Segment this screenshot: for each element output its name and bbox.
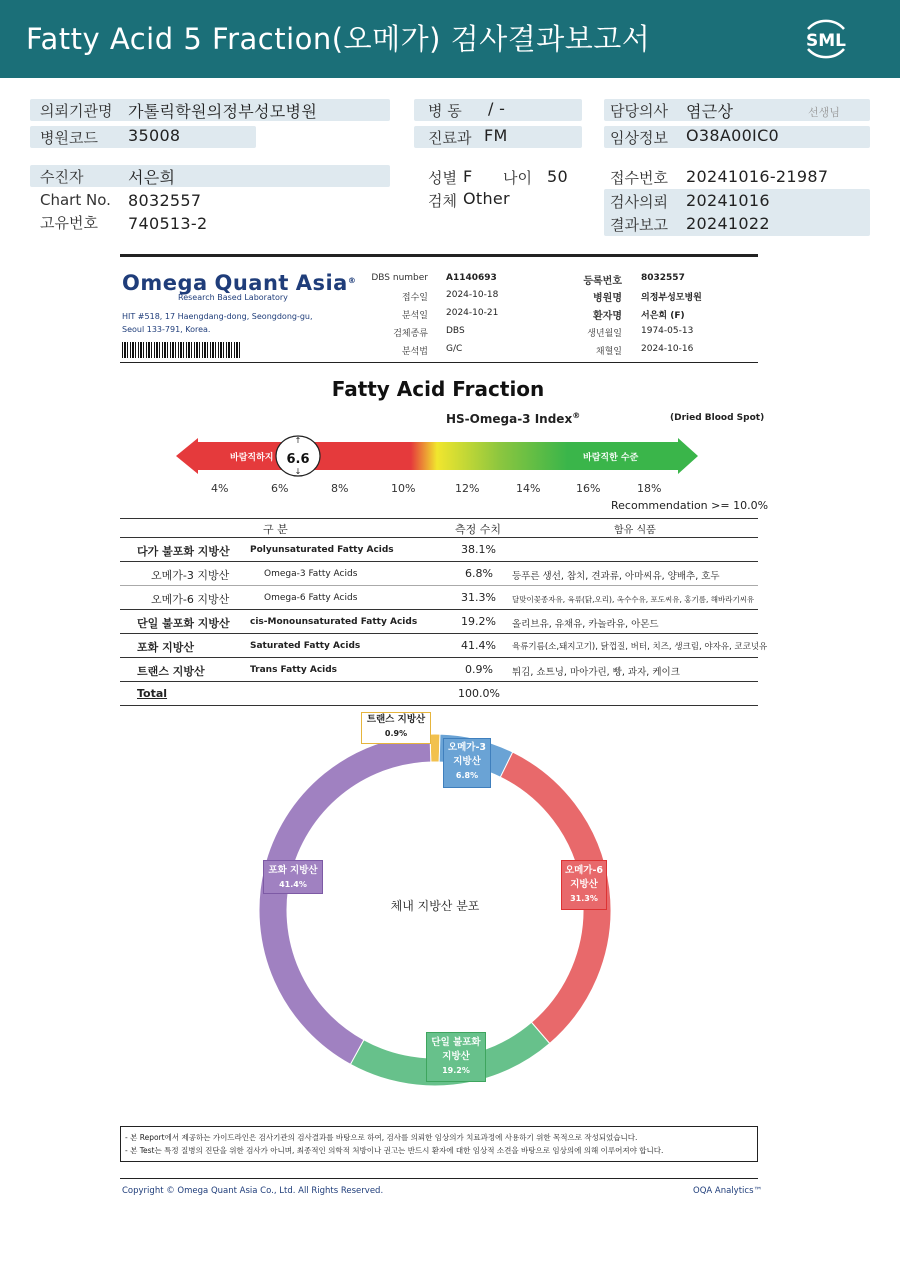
hospital-code-label: 병원코드 <box>40 129 98 147</box>
doctor-value: 염근상 <box>686 102 734 121</box>
meta-method-label: 분석법 <box>401 347 428 357</box>
meta-reg-value: 8032557 <box>641 273 685 283</box>
footer-rule <box>120 1178 758 1179</box>
callout-pct: 6.8% <box>455 771 479 780</box>
tick-label: 6% <box>271 482 289 495</box>
callout-line: 지방산 <box>442 1051 470 1062</box>
oqa-logo <box>122 271 356 295</box>
unique-no-label: 고유번호 <box>40 214 98 232</box>
row-kr: 오메가-6 지방산 <box>151 593 230 606</box>
callout-saturated <box>263 860 323 894</box>
callout-line: 오메가-3 <box>447 742 487 753</box>
patient-bar <box>30 165 390 187</box>
callout-line: 포화 지방산 <box>268 865 318 876</box>
oqa-logo-word-1: Omega <box>122 271 208 295</box>
row-food: 튀김, 쇼트닝, 마아가린, 빵, 과자, 케이크 <box>512 667 680 678</box>
sex-value: F <box>463 167 473 186</box>
tick-label: 12% <box>455 482 480 495</box>
specimen-value: Other <box>463 189 510 208</box>
callout-omega3 <box>443 738 491 788</box>
analytics-brand: OQA Analytics™ <box>693 1186 762 1196</box>
gauge-down-arrow: ↓ <box>294 467 302 476</box>
barcode <box>122 342 242 358</box>
meta-dbs-label: DBS number <box>371 273 428 283</box>
accession-value: 20241016-21987 <box>686 167 829 186</box>
row-kr: 단일 불포화 지방산 <box>137 617 230 630</box>
row-value: 19.2% <box>461 615 496 628</box>
table-header-rule <box>120 537 758 538</box>
tick-label: 14% <box>516 482 541 495</box>
tick-label: 10% <box>391 482 416 495</box>
row-kr: 포화 지방산 <box>137 641 194 654</box>
patient-value: 서은희 <box>128 168 176 187</box>
meta-dob-label: 생년월일 <box>587 329 622 339</box>
meta-received-label: 접수일 <box>401 293 428 303</box>
clinical-label: 임상정보 <box>610 129 668 147</box>
sml-logo <box>798 11 854 67</box>
unique-no-value: 740513-2 <box>128 214 208 233</box>
meta-dbs-value: A1140693 <box>446 273 497 283</box>
row-value: 0.9% <box>465 663 493 676</box>
department-value: FM <box>484 126 508 145</box>
oqa-logo-registered: ® <box>347 276 357 285</box>
request-value: 20241016 <box>686 191 770 210</box>
row-kr: 다가 불포화 지방산 <box>137 545 230 558</box>
meta-specimen-label: 검체종류 <box>393 329 428 339</box>
meta-received-value: 2024-10-18 <box>446 290 499 300</box>
gauge-value: 6.6 <box>286 452 310 467</box>
clinical-value: O38A00IC0 <box>686 126 780 145</box>
doctor-suffix: 선생님 <box>808 106 840 119</box>
report-header <box>0 0 900 78</box>
callout-line: 오메가-6 <box>564 865 604 876</box>
table-rule <box>120 609 758 610</box>
table-header-food: 함유 식품 <box>614 525 656 536</box>
fraction-title: Fatty Acid Fraction <box>331 377 545 401</box>
chart-no-value: 8032557 <box>128 191 202 210</box>
row-kr: 트랜스 지방산 <box>137 665 205 678</box>
callout-trans <box>361 712 431 744</box>
table-rule <box>120 633 758 634</box>
gauge-good-label: 바람직한 수준 <box>583 453 639 463</box>
gauge-marker <box>276 436 320 476</box>
table-rule <box>120 561 758 562</box>
meta-dob-value: 1974-05-13 <box>641 326 694 336</box>
tick-label: 16% <box>576 482 601 495</box>
table-rule <box>120 585 758 586</box>
index-name: HS-Omega-3 Index <box>446 412 573 426</box>
table-top-rule <box>120 518 758 519</box>
tick-label: 4% <box>211 482 229 495</box>
omega-index-gauge <box>170 430 710 482</box>
table-bottom-rule <box>120 705 758 706</box>
callout-pct: 31.3% <box>570 894 598 903</box>
meta-method-value: G/C <box>446 344 463 354</box>
patient-label: 수진자 <box>40 168 84 186</box>
row-food: 육류기름(소,돼지고기), 닭껍질, 버터, 치즈, 생크림, 야자유, 코코넛유 <box>512 642 768 652</box>
meta-draw-label: 채혈일 <box>595 347 622 357</box>
sml-logo-text: SML <box>806 31 846 51</box>
callout-line: 단일 불포화 <box>431 1037 481 1048</box>
gauge-bad-label: 바람직하지 <box>230 453 274 463</box>
row-kr: Total <box>137 687 168 700</box>
meta-patient-label: 환자명 <box>593 311 622 322</box>
meta-patient-value: 서은희 (F) <box>641 311 685 321</box>
callout-pct: 19.2% <box>442 1066 470 1075</box>
callout-omega6 <box>561 860 607 910</box>
tick-label: 8% <box>331 482 349 495</box>
sample-type: (Dried Blood Spot) <box>670 413 765 423</box>
meta-specimen-value: DBS <box>446 326 465 336</box>
disclaimer-line: - 본 Report에서 제공하는 가이드라인은 검사기관의 검사결과를 바탕으로 하여, 검사를 의뢰한 임상의가 치료과정에 사용하기 위한 목적으로 작성되었습니다. <box>125 1133 638 1142</box>
row-value: 6.8% <box>465 567 493 580</box>
hospital-code-value: 35008 <box>128 126 181 145</box>
report-label: 결과보고 <box>610 216 668 234</box>
callout-pct: 41.4% <box>279 880 307 889</box>
row-food: 올리브유, 유채유, 카놀라유, 아몬드 <box>512 619 659 630</box>
callout-pct: 0.9% <box>384 729 408 738</box>
age-value: 50 <box>547 167 568 186</box>
ward-value: / - <box>488 99 506 118</box>
doctor-label: 담당의사 <box>610 102 668 120</box>
meta-draw-value: 2024-10-16 <box>641 344 694 354</box>
report-meta-rule <box>120 362 758 363</box>
meta-hospital-label: 병원명 <box>593 293 622 304</box>
row-en: Saturated Fatty Acids <box>250 641 361 651</box>
row-value: 38.1% <box>461 543 496 556</box>
ward-label: 병 동 <box>428 102 462 120</box>
report-value: 20241022 <box>686 214 770 233</box>
copyright: Copyright © Omega Quant Asia Co., Ltd. All Rights Reserved. <box>122 1186 384 1196</box>
donut-slice-0 <box>430 734 440 762</box>
row-value: 31.3% <box>461 591 496 604</box>
request-label: 검사의뢰 <box>610 193 668 211</box>
oqa-logo-word-3: Asia <box>295 271 348 295</box>
tick-label: 18% <box>637 482 662 495</box>
index-title <box>446 411 580 426</box>
row-value: 100.0% <box>458 687 500 700</box>
gauge-up-arrow: ↑ <box>294 436 302 445</box>
row-en: Trans Fatty Acids <box>250 665 338 675</box>
meta-analyzed-label: 분석일 <box>401 311 428 321</box>
callout-line: 트랜스 지방산 <box>366 714 426 725</box>
disclaimer-line: - 본 Test는 특정 질병의 진단을 위한 검사가 아니며, 최종적인 의학적 처방이나 권고는 반드시 환자에 대한 임상적 소견을 바탕으로 임상의에 의해 이루어져야 합니다. <box>125 1146 664 1155</box>
chart-no-label: Chart No. <box>40 191 111 209</box>
row-en: Omega-3 Fatty Acids <box>264 569 358 579</box>
recommendation: Recommendation >= 10.0% <box>611 499 769 512</box>
row-en: cis-Monounsaturated Fatty Acids <box>250 617 418 627</box>
oqa-address: HIT #518, 17 Haengdang-dong, Seongdong-gu, Seoul 133-791, Korea. <box>122 312 313 334</box>
table-rule <box>120 657 758 658</box>
row-food: 달맞이꽃종자유, 육류(닭,오리), 옥수수유, 포도씨유, 홍기름, 해바라기씨유 <box>512 595 755 604</box>
index-registered: ® <box>572 411 581 420</box>
callout-line: 지방산 <box>570 879 598 890</box>
table-rule <box>120 681 758 682</box>
age-label: 나이 <box>503 169 532 187</box>
chart-center-title: 체내 지방산 분포 <box>390 899 480 913</box>
sex-label: 성별 <box>428 169 457 187</box>
accession-label: 접수번호 <box>610 169 668 187</box>
institution-label: 의뢰기관명 <box>40 102 113 120</box>
specimen-label: 검체 <box>428 192 457 210</box>
row-food: 등푸른 생선, 참치, 견과류, 아마씨유, 양배추, 호두 <box>512 571 720 582</box>
department-label: 진료과 <box>428 129 472 147</box>
report-top-rule <box>120 254 758 257</box>
callout-mono <box>426 1032 486 1082</box>
meta-reg-label: 등록번호 <box>583 276 622 287</box>
table-header-category: 구 분 <box>263 523 288 536</box>
oqa-logo-word-2: Quant <box>214 271 289 295</box>
row-en: Omega-6 Fatty Acids <box>264 593 358 603</box>
row-en: Polyunsaturated Fatty Acids <box>250 545 394 555</box>
oqa-subtitle: Research Based Laboratory <box>178 293 288 302</box>
row-kr: 오메가-3 지방산 <box>151 569 230 582</box>
meta-analyzed-value: 2024-10-21 <box>446 308 499 318</box>
report-title: Fatty Acid 5 Fraction(오메가) 검사결과보고서 <box>26 22 651 56</box>
row-value: 41.4% <box>461 639 496 652</box>
callout-line: 지방산 <box>453 756 481 767</box>
table-header-value: 측정 수치 <box>455 523 502 536</box>
disclaimer-box <box>120 1126 758 1162</box>
meta-hospital-value: 의정부성모병원 <box>641 293 702 303</box>
institution-value: 가톨릭학원의정부성모병원 <box>128 102 318 121</box>
